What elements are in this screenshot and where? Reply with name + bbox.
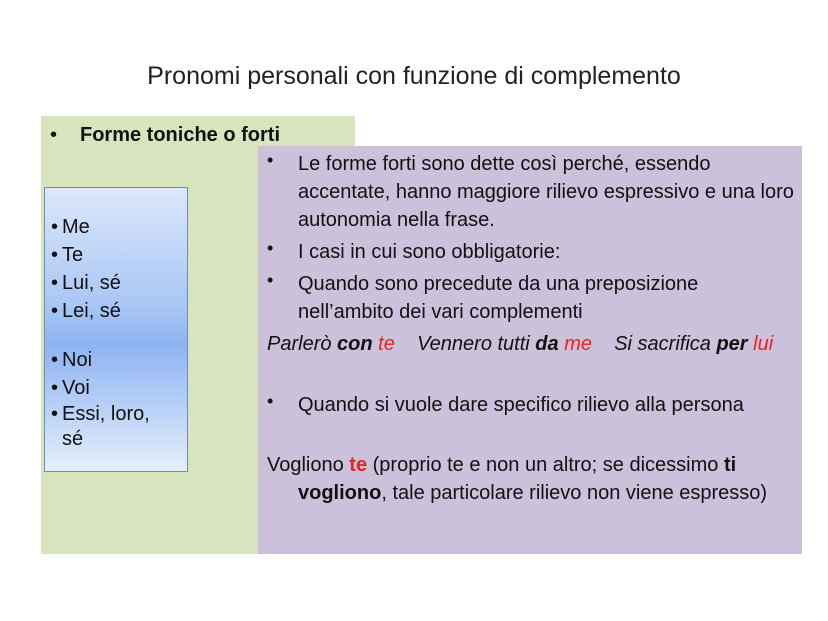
example-text: Vennero tutti (394, 333, 536, 355)
example-emphasis (267, 451, 795, 507)
pronoun-item: • Me (51, 213, 121, 241)
pronoun-te-emphasis: te (349, 454, 368, 476)
phrase-ti-vogliono: ti vogliono (298, 454, 737, 504)
pronoun-list-box (44, 187, 188, 472)
bullet-icon: • (50, 124, 58, 146)
pronoun-item: • Lui, sé (51, 269, 121, 297)
singular-pronoun-list (51, 213, 121, 325)
preposition-per: per (716, 333, 748, 355)
bullet-preposition-case: • Quando sono precedute da una preposizione nell’ambito dei vari complementi (267, 270, 795, 326)
example-prepositions (267, 330, 795, 358)
pronoun-me: me (558, 333, 592, 355)
heading-text: Forme toniche o forti (80, 124, 280, 146)
pronoun-line: sé (62, 428, 84, 450)
pronoun-te: te (372, 333, 395, 355)
example-text: Parlerò (267, 333, 338, 355)
plural-pronoun-list (51, 346, 150, 452)
pronoun-item: • Lei, sé (51, 297, 121, 325)
bullet-definition: • Le forme forti sono dette così perché, essendo accentate, hanno maggiore rilievo espressivo e una loro autonomia nella frase. (267, 150, 795, 234)
pronoun-item: • Te (51, 241, 121, 269)
tonic-forms-heading (50, 124, 280, 147)
bullet-obligatory-cases: • I casi in cui sono obbligatorie: (267, 238, 795, 266)
pronoun-item: • Voi (51, 374, 150, 402)
preposition-da: da (535, 333, 559, 355)
pronoun-line: Essi, loro, (62, 403, 150, 425)
pronoun-item (51, 402, 150, 452)
preposition-con: con (337, 333, 373, 355)
example-text: , tale particolare rilievo non viene espresso) (381, 482, 768, 504)
pronoun-item: • Noi (51, 346, 150, 374)
example-text: (proprio te e non un altro; se dicessimo (367, 454, 724, 476)
example-text: Si sacrifica (591, 333, 717, 355)
slide-title: Pronomi personali con funzione di complemento (147, 62, 681, 90)
bullet-emphasis-case: • Quando si vuole dare specifico rilievo alla persona (267, 391, 795, 419)
pronoun-lui: lui (747, 333, 774, 355)
example-text: Vogliono (267, 454, 350, 476)
